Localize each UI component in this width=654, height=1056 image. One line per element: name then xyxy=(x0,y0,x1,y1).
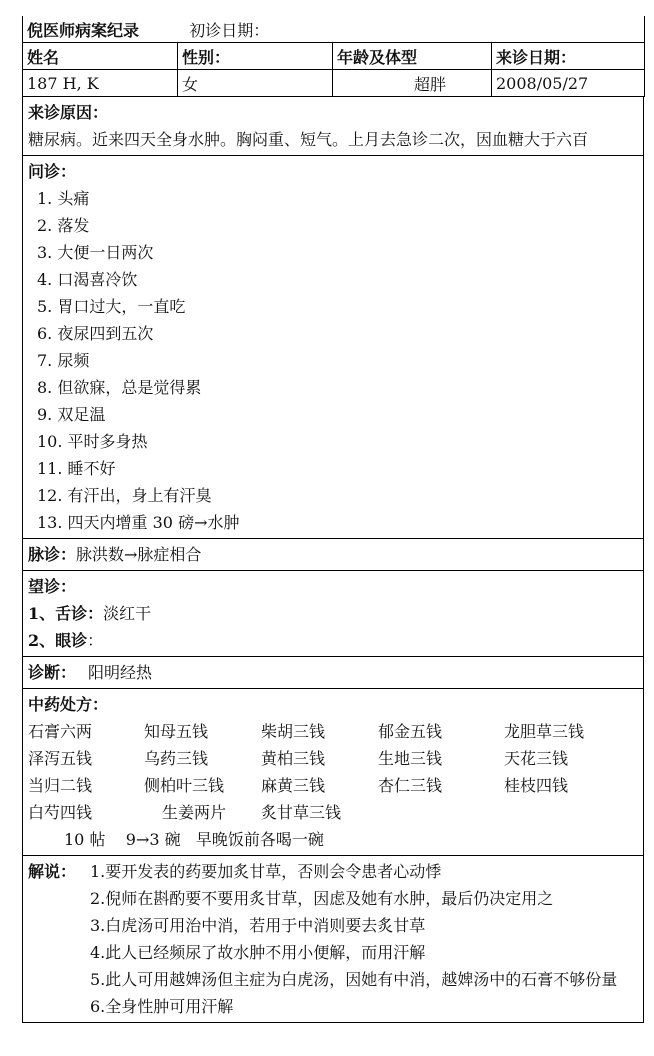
observation-section xyxy=(22,571,644,657)
tongue-label: 1、舌诊： xyxy=(28,604,104,623)
column-header-row xyxy=(23,43,645,70)
inquiry-item: 11. 睡不好 xyxy=(37,459,116,478)
explanation-list xyxy=(90,858,639,1020)
inquiry-item: 6. 夜尿四到五次 xyxy=(37,324,154,343)
sex-header: 性别： xyxy=(178,43,333,70)
inquiry-item: 7. 尿频 xyxy=(37,351,90,370)
explanation-section xyxy=(22,856,644,1023)
herb-row xyxy=(28,745,639,772)
herb-item: 白芍四钱 xyxy=(28,803,93,822)
patient-name: 187 H, K xyxy=(23,70,178,97)
herb-row xyxy=(28,772,639,799)
inquiry-item: 8. 但欲寐，总是觉得累 xyxy=(37,378,202,397)
record-title: 倪医师病案纪录 xyxy=(27,20,140,40)
reason-label: 来诊原因： xyxy=(28,103,109,122)
herb-item: 乌药三钱 xyxy=(144,749,209,768)
explanation-item: 4.此人已经频尿了故水肿不用小便解，而用汗解 xyxy=(90,943,426,962)
patient-header-table xyxy=(22,16,645,97)
inquiry-item: 2. 落发 xyxy=(37,216,90,235)
herb-item: 龙胆草三钱 xyxy=(504,722,585,741)
eye-text: ： xyxy=(87,631,104,650)
herb-item xyxy=(378,799,504,826)
herb-item xyxy=(504,799,624,826)
herb-item: 生地三钱 xyxy=(378,749,443,768)
patient-sex: 女 xyxy=(178,70,333,97)
diagnosis-label: 诊断： xyxy=(28,663,77,682)
herb-item: 柴胡三钱 xyxy=(261,722,326,741)
explanation-item: 6.全身性肿可用汗解 xyxy=(90,997,234,1016)
herb-item: 郁金五钱 xyxy=(378,722,443,741)
title-row xyxy=(23,16,645,43)
patient-build: 超胖 xyxy=(333,70,492,97)
inquiry-item: 13. 四天内增重 30 磅→水肿 xyxy=(37,513,240,532)
herb-item: 侧柏叶三钱 xyxy=(144,776,225,795)
inquiry-item: 5. 胃口过大，一直吃 xyxy=(37,297,186,316)
visit-date: 2008/05/27 xyxy=(492,70,645,97)
herb-item: 生姜两片 xyxy=(162,803,227,822)
reason-section xyxy=(22,97,644,156)
inquiry-item: 4. 口渴喜冷饮 xyxy=(37,270,138,289)
prescription-section xyxy=(22,689,644,856)
prescription-label: 中药处方： xyxy=(28,695,109,714)
inquiry-item: 9. 双足温 xyxy=(37,405,106,424)
case-record xyxy=(22,16,644,1023)
herb-item: 天花三钱 xyxy=(504,749,569,768)
pulse-text: 脉洪数→脉症相合 xyxy=(76,545,202,564)
herb-item: 当归二钱 xyxy=(28,776,93,795)
inquiry-label: 问诊： xyxy=(28,162,77,181)
herb-item: 知母五钱 xyxy=(144,722,209,741)
explanation-item: 3.白虎汤可用治中消，若用于中消则要去炙甘草 xyxy=(90,916,426,935)
herb-item: 石膏六两 xyxy=(28,722,93,741)
explanation-item: 1.要开发表的药要加炙甘草，否则会令患者心动悸 xyxy=(90,862,442,881)
inquiry-section xyxy=(22,156,644,539)
inquiry-item: 1. 头痛 xyxy=(37,189,90,208)
inquiry-item: 12. 有汗出，身上有汗臭 xyxy=(37,486,212,505)
herb-item: 黄柏三钱 xyxy=(261,749,326,768)
diagnosis-text: 阳明经热 xyxy=(88,663,153,682)
diagnosis-section xyxy=(22,657,644,689)
explanation-item: 2.倪师在斟酌要不要用炙甘草，因虑及她有水肿，最后仍决定用之 xyxy=(90,889,554,908)
inquiry-item: 3. 大便一日两次 xyxy=(37,243,154,262)
patient-value-row xyxy=(23,70,645,97)
reason-text: 糖尿病。近来四天全身水肿。胸闷重、短气。上月去急诊二次，因血糖大于六百 xyxy=(28,130,589,149)
eye-label: 2、眼诊 xyxy=(28,631,88,650)
observation-label: 望诊： xyxy=(28,577,77,596)
explanation-label: 解说： xyxy=(28,862,77,881)
herb-row xyxy=(28,718,639,745)
first-visit-date-label: 初诊日期： xyxy=(189,20,270,40)
visit-date-header: 来诊日期： xyxy=(492,43,645,70)
age-build-header: 年龄及体型 xyxy=(333,43,492,70)
herb-item: 桂枝四钱 xyxy=(504,776,569,795)
herb-item: 麻黄三钱 xyxy=(261,776,326,795)
herb-row xyxy=(28,799,639,826)
pulse-section xyxy=(22,539,644,571)
inquiry-item: 10. 平时多身热 xyxy=(37,432,148,451)
name-header: 姓名 xyxy=(23,43,178,70)
herb-item: 杏仁三钱 xyxy=(378,776,443,795)
pulse-label: 脉诊： xyxy=(28,545,77,564)
dosage-instructions: 10 帖 9→3 碗 早晚饭前各喝一碗 xyxy=(64,830,324,849)
herb-item: 炙甘草三钱 xyxy=(261,803,342,822)
herb-item: 泽泻五钱 xyxy=(28,749,93,768)
explanation-item: 5.此人可用越婢汤但主症为白虎汤，因她有中消，越婢汤中的石膏不够份量 xyxy=(90,970,618,989)
tongue-text: 淡红干 xyxy=(103,604,152,623)
